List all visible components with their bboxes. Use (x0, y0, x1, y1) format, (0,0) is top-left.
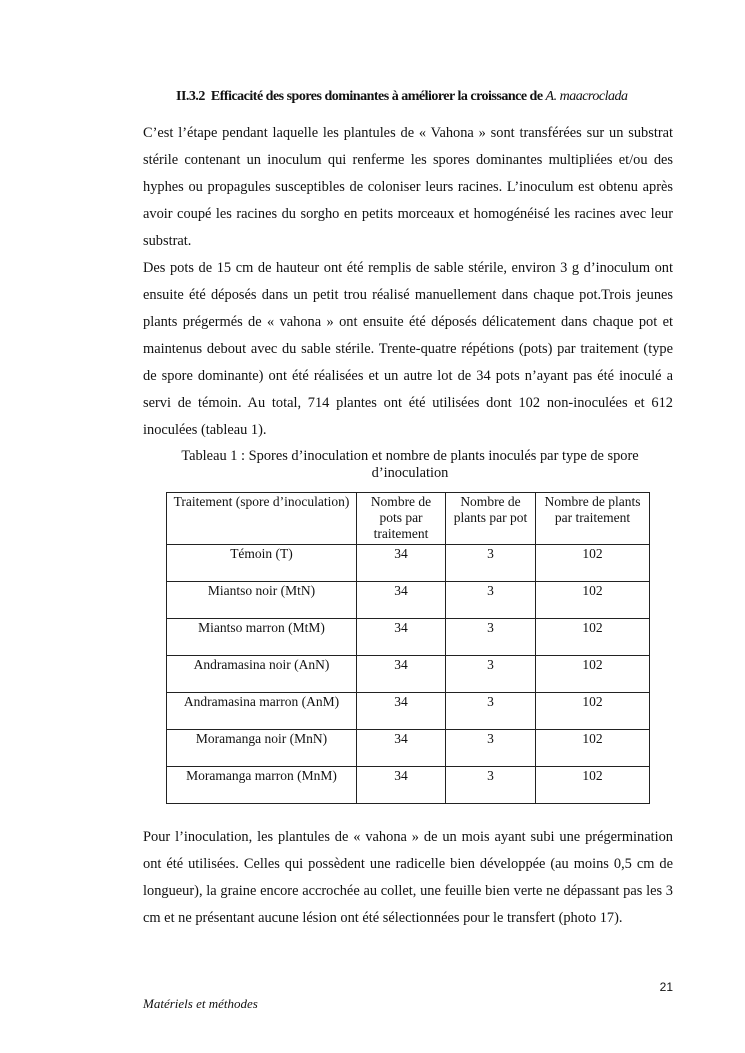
table-cell: 34 (357, 656, 446, 693)
table-cell: 34 (357, 693, 446, 730)
table-cell: Andramasina marron (AnM) (167, 693, 357, 730)
table-cell: 34 (357, 545, 446, 582)
table-row (167, 656, 650, 693)
table-cell: 102 (536, 767, 650, 804)
table-cell: Moramanga noir (MnN) (167, 730, 357, 767)
table-caption: Tableau 1 : Spores d’inoculation et nombre de plants inoculés par type de spore d’inoculation (181, 448, 639, 481)
table-cell: Andramasina noir (AnN) (167, 656, 357, 693)
table-cell: 34 (357, 767, 446, 804)
data-table (166, 492, 650, 804)
table-cell: 34 (357, 730, 446, 767)
table-row (167, 730, 650, 767)
table-row (167, 545, 650, 582)
species-name: A. maacroclada (545, 89, 628, 104)
table-cell: Témoin (T) (167, 545, 357, 582)
table-cell: 102 (536, 582, 650, 619)
table-cell: 102 (536, 730, 650, 767)
table-cell: 3 (446, 582, 536, 619)
table-cell: Miantso noir (MtN) (167, 582, 357, 619)
table-cell: 3 (446, 693, 536, 730)
section-title: Efficacité des spores dominantes à améliorer la croissance de (210, 89, 543, 104)
section-heading (176, 88, 673, 106)
table-cell: Miantso marron (MtM) (167, 619, 357, 656)
table-cell: Moramanga marron (MnM) (167, 767, 357, 804)
table-header-row (167, 493, 650, 545)
paragraph: Pour l’inoculation, les plantules de « vahona » de un mois ayant subi une prégermination ont été utilisées. Celles qui possèdent une radicelle bien développée (au moins 0,5 cm de longueur), la graine encore accrochée au collet, une feuille bien verte ne dépassant pas les 3 cm et ne présentant aucune lésion ont été sélectionnées pour le transfert (photo 17). (143, 829, 673, 926)
page-number: 21 (659, 980, 673, 994)
table-header-cell: Traitement (spore d’inoculation) (167, 493, 357, 545)
page-footer: Matériels et méthodes (143, 996, 258, 1011)
paragraph: Des pots de 15 cm de hauteur ont été remplis de sable stérile, environ 3 g d’inoculum ont ensuite été déposés dans un petit trou réalisé manuellement dans chaque pot.Trois jeunes plants prégermés de « vahona » ont ensuite été déposés délicatement dans chaque pot et maintenus debout avec du sable stérile. Trente-quatre répétions (pots) par traitement (type de spore dominante) ont été réalisées et un autre lot de 34 pots n’ayant pas été inoculé a servi de témoin. Au total, 714 plantes ont été utilisées dont 102 non-inoculées et 612 inoculées (tableau 1). (143, 260, 673, 438)
table-header-cell: Nombre de plants par traitement (536, 493, 650, 545)
table-cell: 3 (446, 730, 536, 767)
table-cell: 34 (357, 582, 446, 619)
table-cell: 34 (357, 619, 446, 656)
table-cell: 3 (446, 656, 536, 693)
table-row (167, 767, 650, 804)
table-cell: 102 (536, 656, 650, 693)
table-cell: 102 (536, 619, 650, 656)
body-text-2 (143, 824, 673, 932)
table-cell: 3 (446, 545, 536, 582)
table-header-cell: Nombre de plants par pot (446, 493, 536, 545)
section-number: II.3.2 (176, 89, 205, 104)
table-row (167, 619, 650, 656)
table-cell: 102 (536, 545, 650, 582)
table-cell: 3 (446, 619, 536, 656)
table-cell: 3 (446, 767, 536, 804)
table-row (167, 693, 650, 730)
table-row (167, 582, 650, 619)
page-bottom (143, 969, 673, 1013)
paragraph: C’est l’étape pendant laquelle les plantules de « Vahona » sont transférées sur un substrat stérile contenant un inoculum qui renferme les spores dominantes multipliées et/ou des hyphes ou propagules susceptibles de coloniser leurs racines. L’inoculum est obtenu après avoir coupé les racines du sorgho en petits morceaux et homogénéisé les racines avec leur substrat. (143, 125, 673, 249)
table-header-cell: Nombre de pots par traitement (357, 493, 446, 545)
body-text-1 (143, 120, 673, 444)
table-cell: 102 (536, 693, 650, 730)
